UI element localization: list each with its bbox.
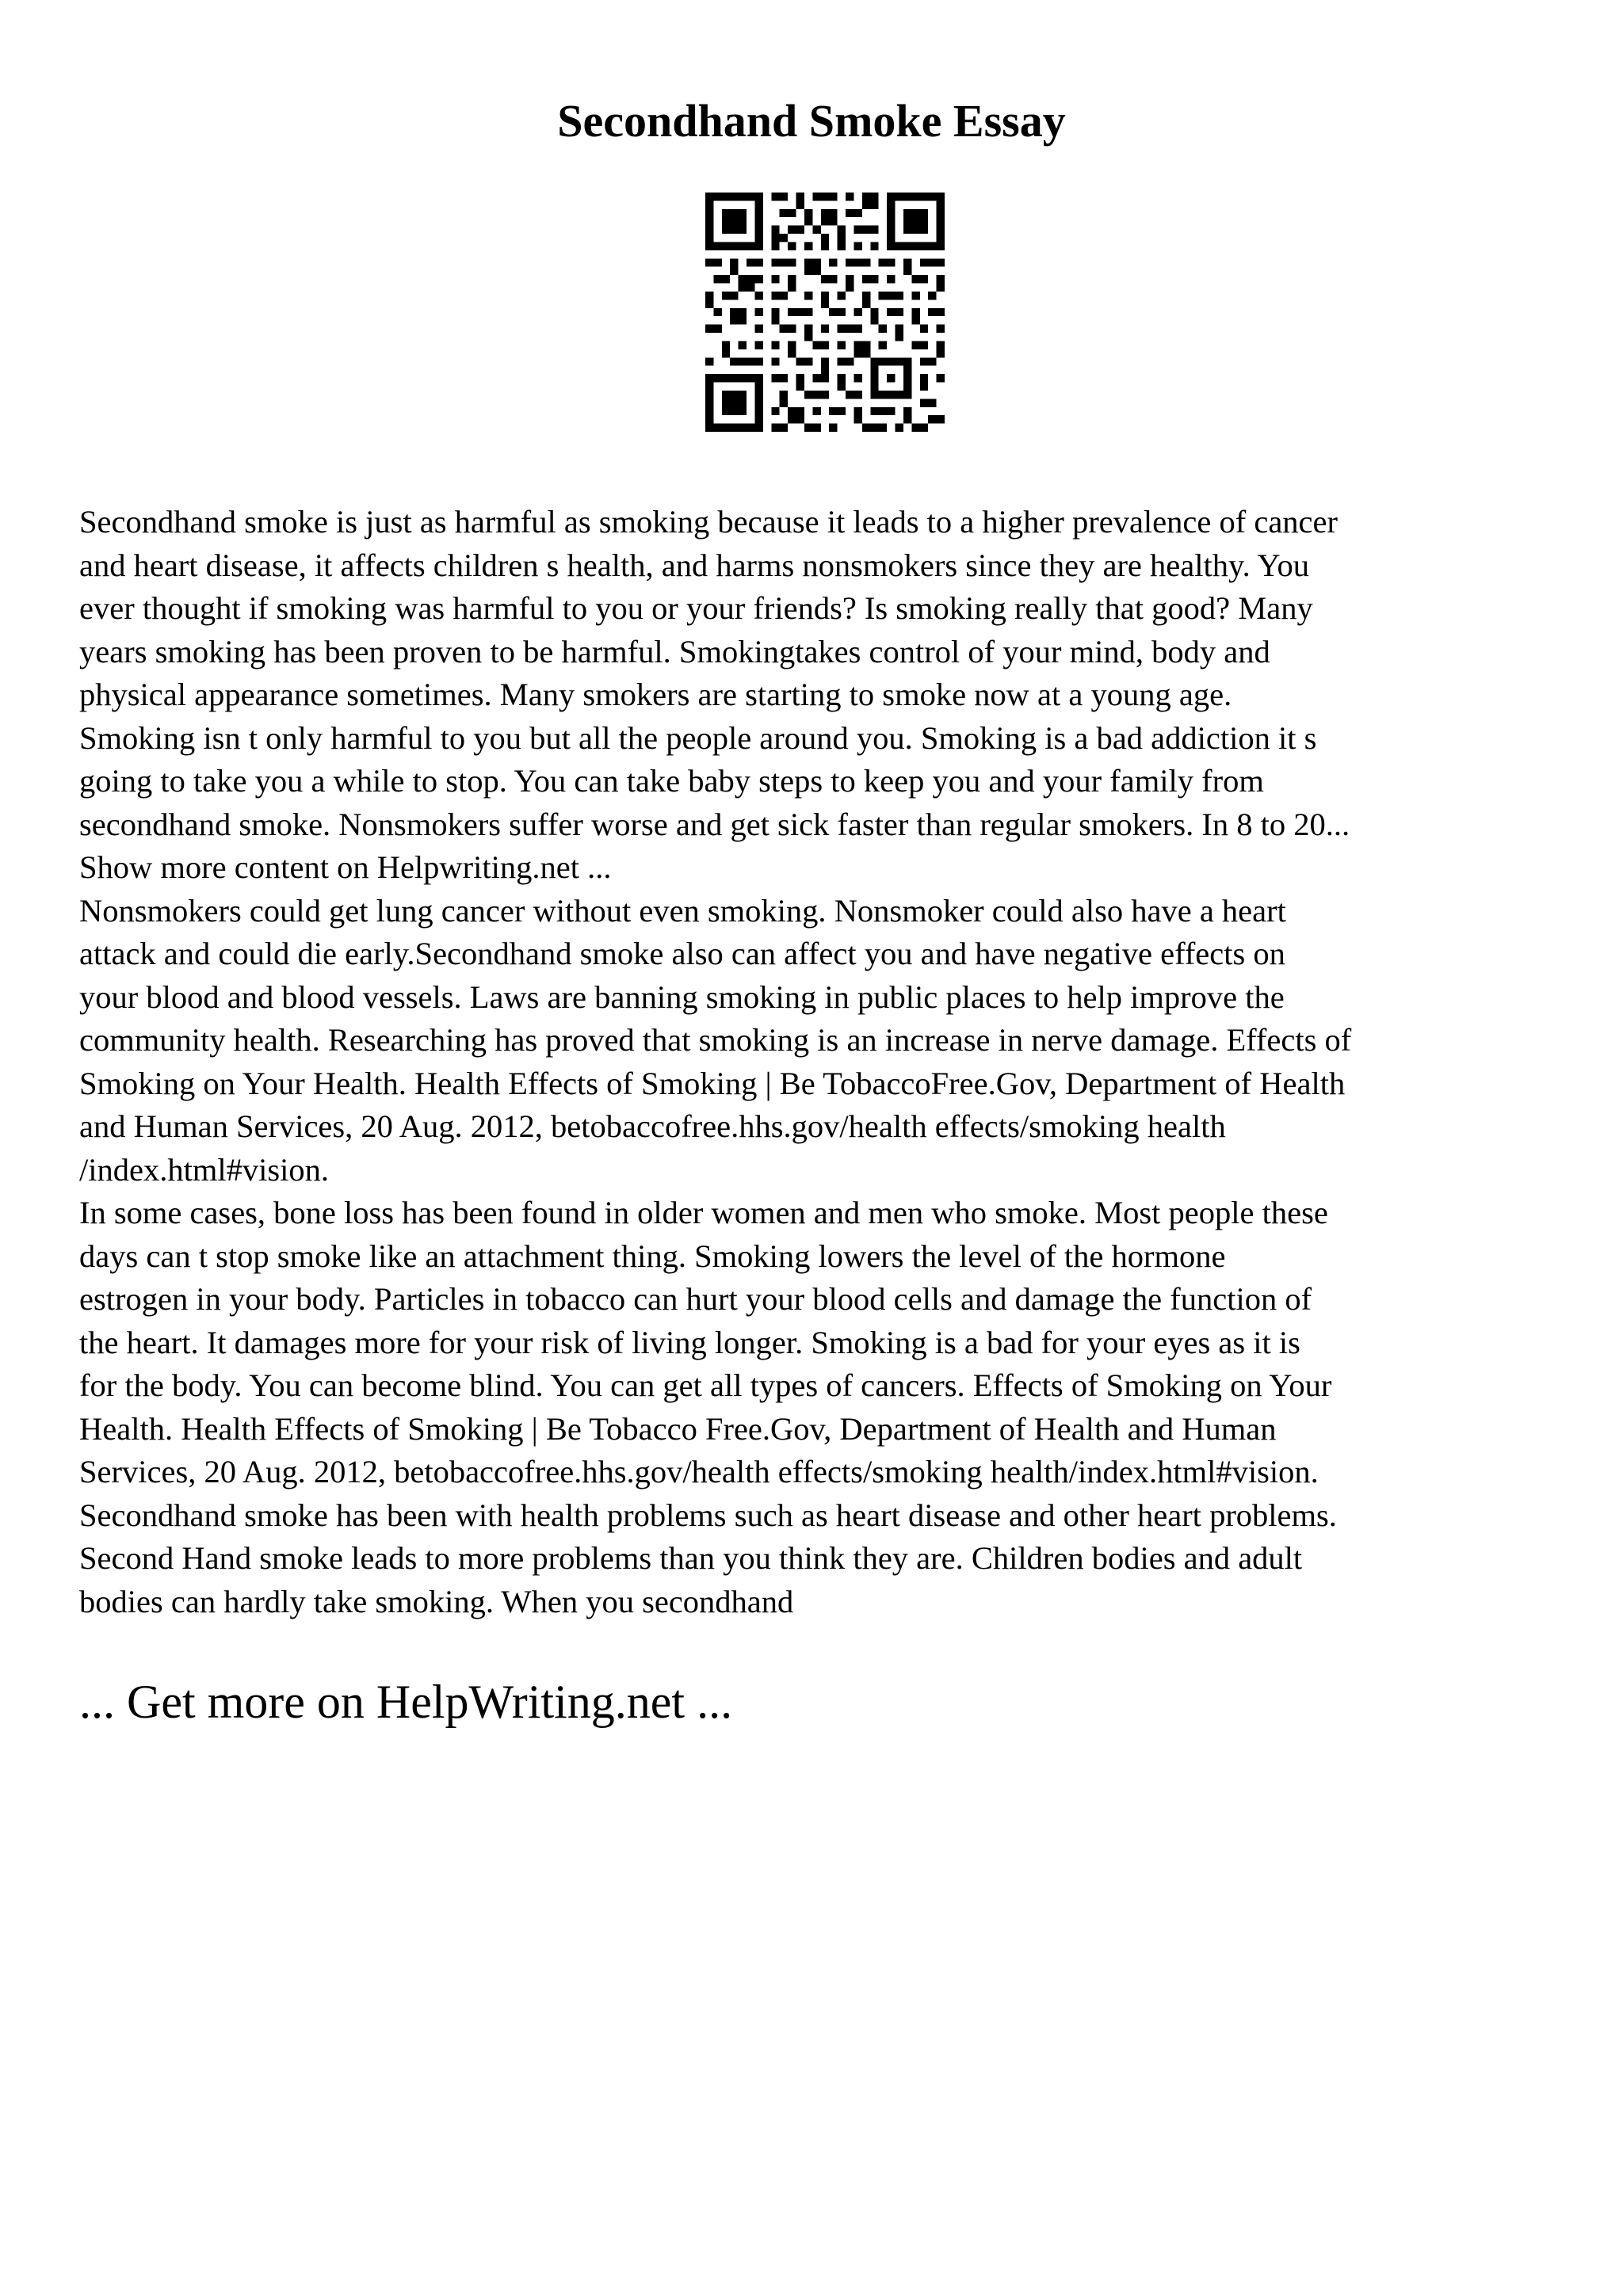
- text-line: community health. Researching has proved that smoking is an increase in nerve damage. Effects of: [79, 1022, 1352, 1058]
- text-line: Secondhand smoke has been with health problems such as heart disease and other heart problems.: [79, 1497, 1337, 1533]
- qr-code-icon: [705, 193, 945, 432]
- text-line: Smoking on Your Health. Health Effects of Smoking | Be TobaccoFree.Gov, Department of Health: [79, 1065, 1346, 1101]
- text-line: the heart. It damages more for your risk of living longer. Smoking is a bad for your eyes as it is: [79, 1324, 1300, 1360]
- text-line: In some cases, bone loss has been found in older women and men who smoke. Most people these: [79, 1195, 1328, 1230]
- text-line: your blood and blood vessels. Laws are banning smoking in public places to help improve the: [79, 978, 1285, 1015]
- paragraph-health-effects: [79, 890, 1561, 1192]
- essay-body: [79, 501, 1561, 1623]
- text-line: Smoking isn t only harmful to you but all the people around you. Smoking is a bad addiction it s: [79, 719, 1317, 756]
- text-line: attack and could die early.Secondhand smoke also can affect you and have negative effects on: [79, 936, 1285, 971]
- text-line: ever thought if smoking was harmful to you or your friends? Is smoking really that good? Many: [79, 590, 1313, 626]
- paragraph-intro: [79, 501, 1561, 890]
- text-line: Second Hand smoke leads to more problems than you think they are. Children bodies and adult: [79, 1540, 1303, 1576]
- text-line: days can t stop smoke like an attachment thing. Smoking lowers the level of the hormone: [79, 1238, 1226, 1274]
- text-line: bodies can hardly take smoking. When you secondhand: [79, 1583, 794, 1619]
- text-line: Health. Health Effects of Smoking | Be Tobacco Free.Gov, Department of Health and Human: [79, 1410, 1277, 1447]
- text-line: for the body. You can become blind. You can get all types of cancers. Effects of Smoking on Your: [79, 1367, 1332, 1403]
- text-line: and heart disease, it affects children s health, and harms nonsmokers since they are healthy. You: [79, 547, 1310, 583]
- text-line: and Human Services, 20 Aug. 2012, betobaccofree.hhs.gov/health effects/smoking health: [79, 1108, 1226, 1144]
- text-line: Secondhand smoke is just as harmful as smoking because it leads to a higher prevalence of cancer: [79, 504, 1338, 540]
- text-line: secondhand smoke. Nonsmokers suffer worse and get sick faster than regular smokers. In 8 to 20...: [79, 806, 1350, 842]
- paragraph-bone-loss: [79, 1192, 1561, 1623]
- text-line: going to take you a while to stop. You can take baby steps to keep you and your family from: [79, 763, 1264, 799]
- text-line: Services, 20 Aug. 2012, betobaccofree.hhs.gov/health effects/smoking health/index.html#vision.: [79, 1454, 1319, 1489]
- get-more-link[interactable]: ... Get more on HelpWriting.net ...: [79, 1676, 733, 1728]
- text-line: physical appearance sometimes. Many smokers are starting to smoke now at a young age.: [79, 677, 1232, 712]
- show-more-link[interactable]: Show more content on Helpwriting.net ...: [79, 849, 612, 885]
- text-line: estrogen in your body. Particles in tobacco can hurt your blood cells and damage the function of: [79, 1281, 1312, 1317]
- text-line: /index.html#vision.: [79, 1151, 330, 1188]
- qr-code-graphic: [705, 193, 945, 432]
- text-line: years smoking has been proven to be harmful. Smokingtakes control of your mind, body and: [79, 633, 1270, 669]
- text-line: Nonsmokers could get lung cancer without even smoking. Nonsmoker could also have a heart: [79, 892, 1286, 929]
- document-title: Secondhand Smoke Essay: [557, 95, 1066, 147]
